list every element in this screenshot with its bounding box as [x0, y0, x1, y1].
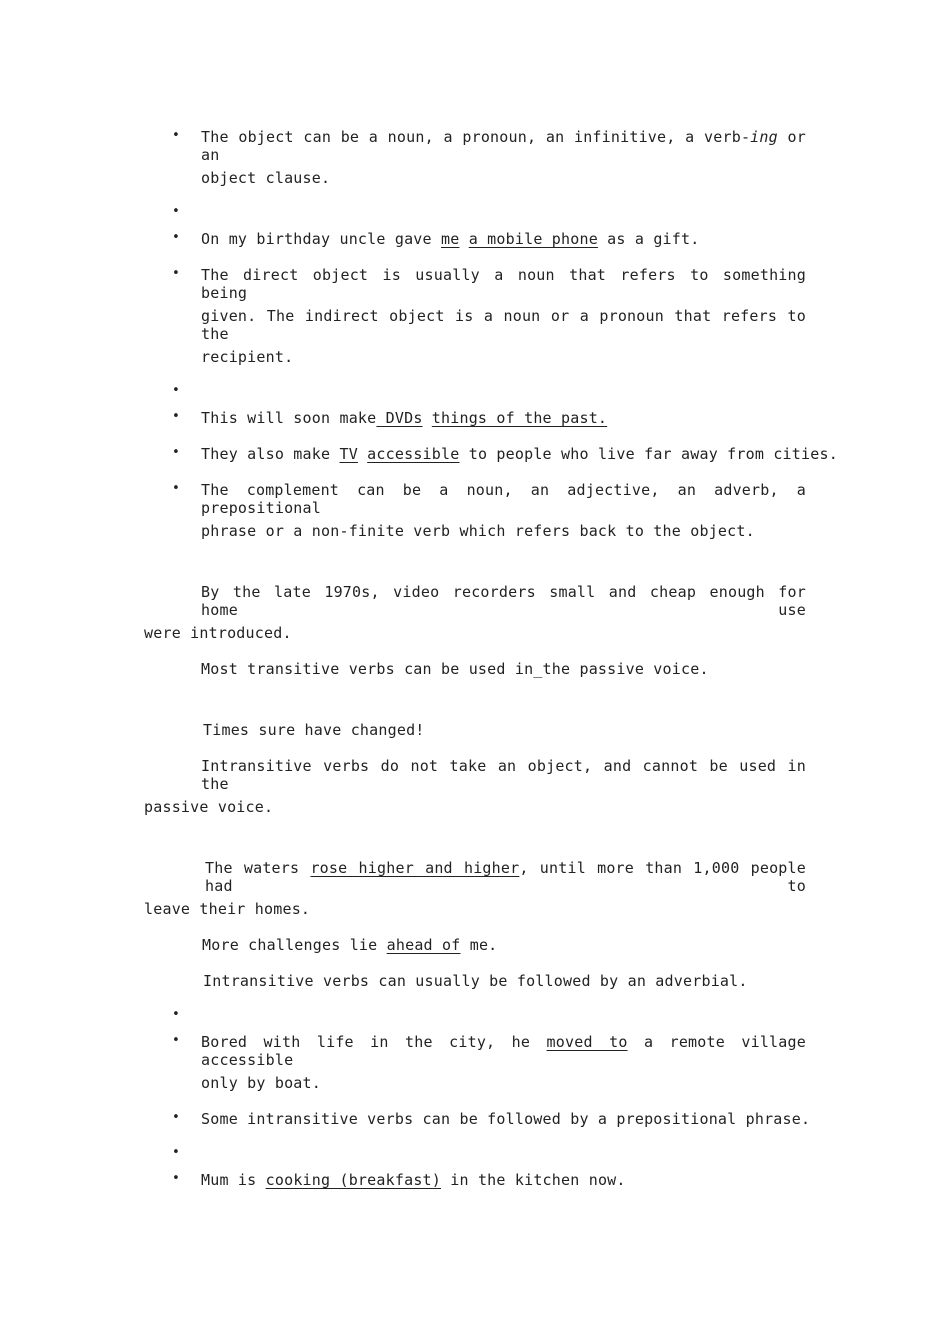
bullet-marker: •: [172, 383, 180, 398]
example-tv: They also make TV accessible to people who live far away from cities.: [201, 445, 838, 463]
paragraph-adverbial: Intransitive verbs can usually be followed by an adverbial.: [203, 972, 748, 990]
bullet-marker: •: [172, 1033, 180, 1048]
direct-object-line1: The direct object is usually a noun that refers to something being: [201, 266, 806, 302]
paragraph-waters-line1: The waters rose higher and higher, until more than 1,000 people had to: [205, 859, 807, 895]
prepositional-phrase-rule: Some intransitive verbs can be followed by a prepositional phrase.: [201, 1110, 811, 1128]
bullet-marker: •: [172, 481, 180, 496]
complement-line1: The complement can be a noun, an adjective, an adverb, a prepositional: [201, 481, 806, 517]
bullet-marker: •: [172, 266, 180, 281]
example-dvds: This will soon make DVDs things of the past.: [201, 409, 608, 427]
complement-line2: phrase or a non-finite verb which refers back to the object.: [201, 522, 755, 540]
paragraph-times: Times sure have changed!: [203, 721, 425, 739]
paragraph-intransitive-line2: passive voice.: [144, 798, 274, 816]
bullet-marker: •: [172, 230, 180, 245]
paragraph-video-line1: By the late 1970s, video recorders small and cheap enough for home use: [201, 583, 806, 619]
paragraph-video-line2: were introduced.: [144, 624, 292, 642]
object-definition-line2: object clause.: [201, 169, 331, 187]
paragraph-passive: Most transitive verbs can be used in_the passive voice.: [201, 660, 709, 678]
bullet-marker: •: [172, 204, 180, 219]
paragraph-waters-line2: leave their homes.: [144, 900, 311, 918]
bullet-marker: •: [172, 1007, 180, 1022]
paragraph-challenges: More challenges lie ahead of me.: [202, 936, 498, 954]
bullet-marker: •: [172, 1110, 180, 1125]
bullet-marker: •: [172, 445, 180, 460]
bullet-marker: •: [172, 128, 180, 143]
bullet-marker: •: [172, 1145, 180, 1160]
object-definition-line1: The object can be a noun, a pronoun, an infinitive, a verb-ing or an: [201, 128, 806, 164]
direct-object-line3: recipient.: [201, 348, 294, 366]
example-bored-line1: Bored with life in the city, he moved to a remote village accessible: [201, 1033, 806, 1069]
bullet-marker: •: [172, 409, 180, 424]
example-cooking: Mum is cooking (breakfast) in the kitchen now.: [201, 1171, 626, 1189]
paragraph-intransitive-line1: Intransitive verbs do not take an object, and cannot be used in the: [201, 757, 806, 793]
bullet-marker: •: [172, 1171, 180, 1186]
example-bored-line2: only by boat.: [201, 1074, 321, 1092]
example-birthday: On my birthday uncle gave me a mobile phone as a gift.: [201, 230, 700, 248]
direct-object-line2: given. The indirect object is a noun or a pronoun that refers to the: [201, 307, 806, 343]
